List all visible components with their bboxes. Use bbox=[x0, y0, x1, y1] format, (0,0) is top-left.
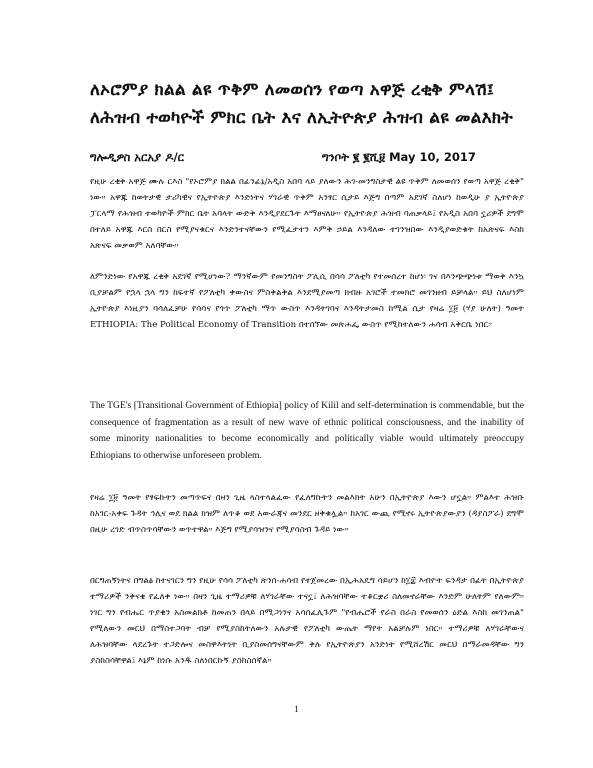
body-paragraph: ለምንድነው የአዋጁ ረቂቅ አደገኛ የሚሆነው? ማንኛውም የመንግስት ፖሊሲ በሳሳ ፖለቲካ የተመሰረተ ከሆነ፡ ገና በእንጭጭነቱ ማወቅ እንኳ ቢያቻልም የኋላ ኋላ ግን ከፍተኛ የፖለቲካ ቀውስና ምስቅልቅል እንደሚያመጣ ክብዙ አገሮች ተመክሮ መገንዘብ ይቻላል። ይህ ስለሆነም ኢትዮጵያ እነዚያን ባሳለፈቻሁ የሳሳና የጎጥ ፖለቲካ ማጥ ውስጥ እንዳትገባና እንዳትታመስ ከሚል ሲታ የዛሬ ፲፱ (ሃያ ሁለት) ዓመት ETHIOPIA: The Political Economy of Transition በተሰኘው መጽሐፌ ውስጥ የሚከተለውን ሐሳብ አቅርቤ ነበር፦ bbox=[90, 272, 524, 330]
quoted-passage: The TGE's [Transitional Government of Ethiopia] policy of Kilil and self-determination is commendable, but the consequence of fragmentation as a result of new wave of ethnic political consciousness, and the inability of some minority nationalities to become economically and politically viable would ultimately preoccupy Ethiopians to otherwise unforeseen problem. bbox=[90, 400, 524, 461]
document-title: ለኦሮምያ ክልል ልዩ ጥቅም ለመወሰን የወጣ አዋጅ ረቂቅ ምላሽ፤ ለሕዝብ ተወካዮች ምክር ቤት እና ለኢትዮጵያ ሕዝብ ልዩ መልእክት bbox=[90, 80, 513, 128]
author-name: ግሎዲዎስ አርአያ ዶ/ር bbox=[90, 150, 185, 164]
body-paragraph: በርግጠኝነትና በግልፅ ከተናገርን ግን የዚሁ የሳሳ ፖለቲካ ጽንሰ-ሐሳብ የተጀመረው በኢሕአዴግ ሳይሆን ከ፲፰ እብዮት ፍንዳታ በፊት በኢትዮጵያ ተማሪዎች ንቅናቄ የፈለቀ ነው። በዛን ጊዜ ተማሪዎቹ ለሃገራቸው ተናኗ፤ ለሕዝባቸው ተቆርቋሪ ስለመኖራቸው እንድም ሁለትም የለውም። ነገር ግን የብሔር ጥያቄን አስመልክቶ ከመጠን በላይ በሚጋነንና አሳሰፈሊጉም "የብሔሮች የራስ በራስ የመወሰን ዕድል እስከ መገንጠል" የሚለውን መርህ በማስተጋባት ብቻ የሚያስከትለውን አሉታዊ የፖለቲካ ውጤት ማየት አልቻሉም ነበር። ተማሪዎቹ ለሃገራቸውና ለሕዝባቸው ላደረጉት ተጋድሎና መስዋእትነት ቢያስመሰግናቸውም ቅሉ የኢትዮጵያን አንድነት የሚሸረሽር መርህ በማራመዳቸው ግን ያስከስሳቸዋል፤ እኔም ከነሱ አንዱ ስለነበርኩኝ ያስከስሰኛል። bbox=[90, 576, 524, 666]
body-paragraph: የዚሁ ረቂቅ አዋጅ ሙሉ ርእስ "የኦሮምያ ክልል በፊንፊኔ/አዲስ አበባ ላይ ያለውን ሕገ-መንግስታዊ ልዩ ጥቅም ለመወሰን የወጣ አዋጅ ረቂቅ" ነው። አዋጁ ከወትታዊ ታሪካዊና የኢትዮጵያ እንድነትና ሃገራዊ ጥቅም አንፃር ሲታይ እጅግ በጣም አደገኛ ስለሆነ ከወዲሁ ያ ኢትዮጵያ ፓርላማ የሕዝብ ተወካዮች ምክር ቤት አባላት ውድቅ እንዲያደርጉት እማፀናለሁ። የኢትዮጵያ ሕዝብ ባጠቃላይ፤ የአዲስ አበባ ኗሪዎች ደግሞ በተለይ አዋጁ እርስ በርስ የሚያናቁርና እንድንተናቸውን የሚፈታተን እምቅ ኃይል እንዳለው ተገንዝበው እንዲያወድቁት ከአጽናፍ እስከ አጽናፍ መቃወም አለባቸው። bbox=[90, 177, 524, 251]
body-paragraph: የዛሬ ፲፱ ዓመት የፃፍኩትን መጣጥፍና በዛን ጊዜ ላስተላልፈው የፈለግኩትን መልእክት አሁን በኢትዮጵያ እውን ሆኗል። ምልእተ ሕዝቡ ከአገር-አቀፍ ጉዳት ኅሊና ወደ ክልል ክዝም ለጥቆ ወደ አውራጃና መንደር ዘቅቁሏል። ከአገር ውጪ የሚኖሩ ኢትዮጵያውያን (ዳያስፖራ) ደግሞ በዚሁ ረገድ ብጥስጥሳቸውን ወጥተዋል። እጅግ የሚያሳዝንና የሚያሳስብ ጉዳይ ነው። bbox=[90, 493, 524, 535]
page-number: 1 bbox=[294, 704, 299, 714]
publication-date: ግንቦት ፪ ፪ሺ፱ May 10, 2017 bbox=[322, 150, 476, 164]
